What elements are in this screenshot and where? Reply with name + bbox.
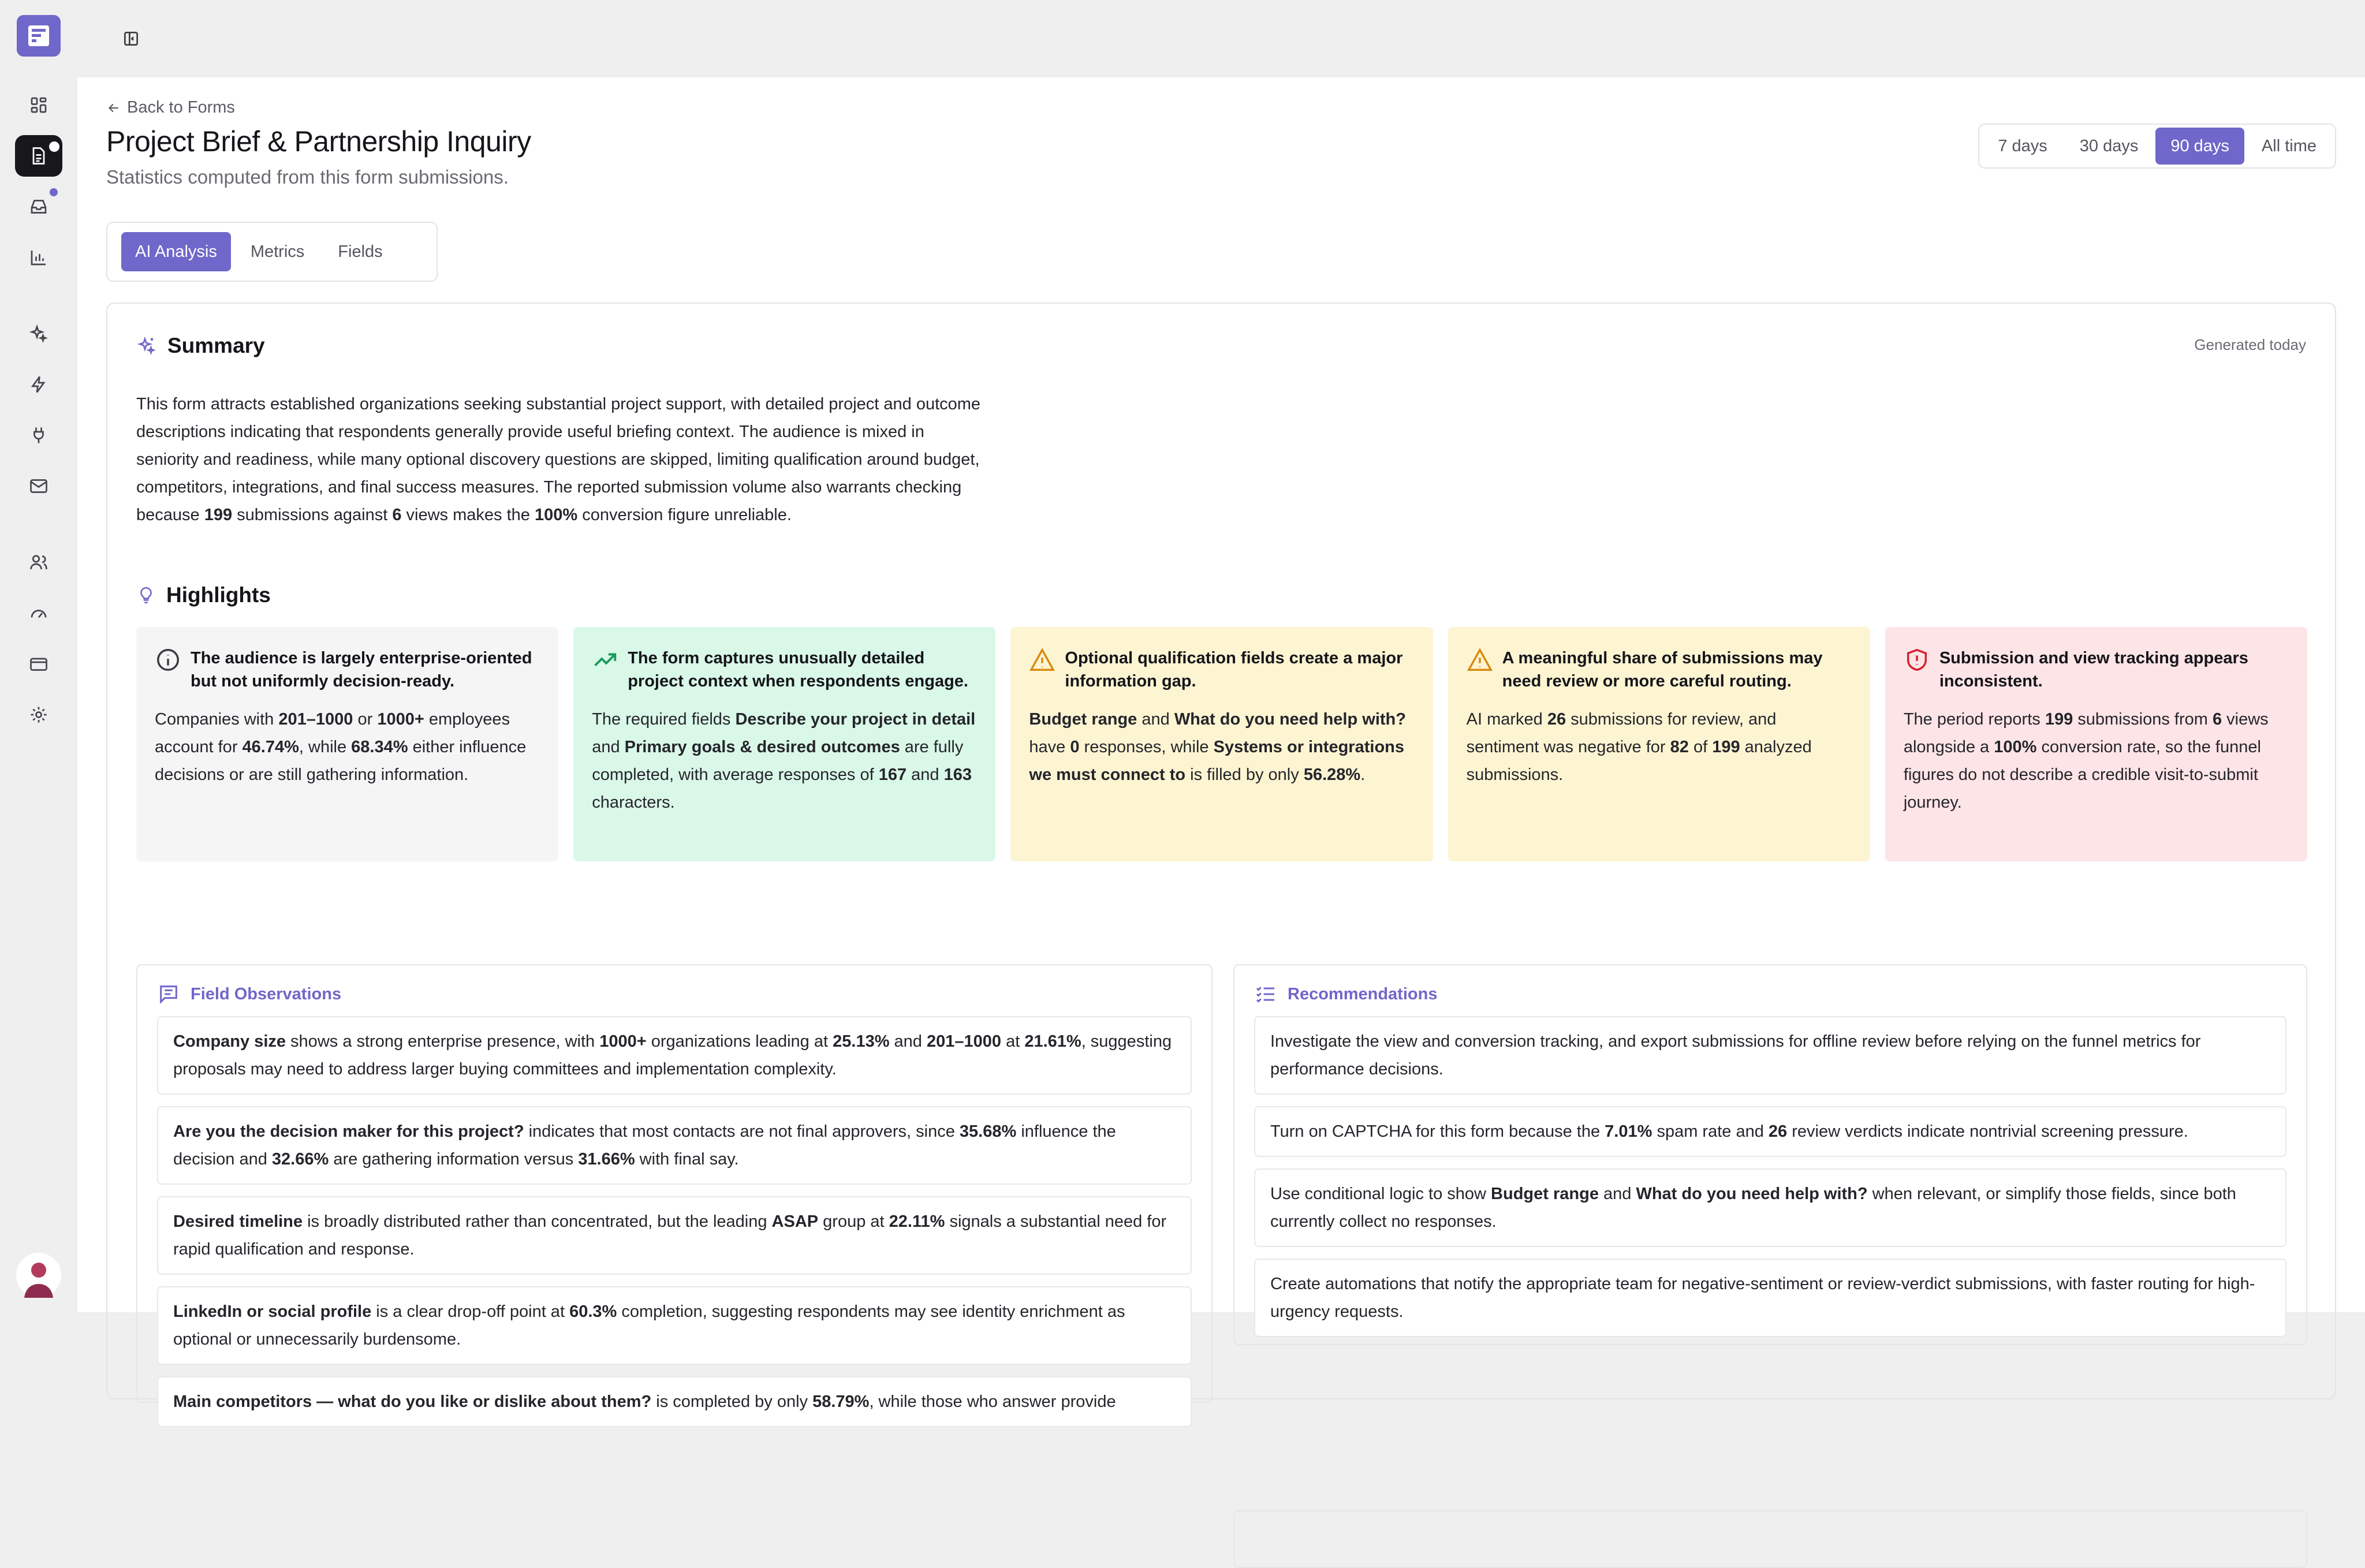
summary-title: Summary <box>167 334 265 357</box>
checklist-icon <box>1254 983 1277 1006</box>
highlight-card-body: The period reports 199 submissions from 6 views alongside a 100% conversion rate, so the funnel figures do not describe a credible visit-to-submit journey. <box>1903 710 2269 812</box>
highlight-card-title: Optional qualification fields create a major information gap. <box>1065 649 1403 690</box>
trending-up-icon <box>592 647 618 673</box>
notification-dot <box>47 140 61 154</box>
recommendation-item: Investigate the view and conversion tracking, and export submissions for offline review before relying on the funnel metrics for performance decisions. <box>1254 1016 2286 1095</box>
top-bar <box>77 0 2365 77</box>
recommendations-heading <box>1254 983 2286 1006</box>
highlight-card-body: Budget range and What do you need help with? have 0 responses, while Systems or integrations we must connect to is filled by only 56.28%. <box>1029 710 1406 784</box>
date-range-selector <box>1978 124 2336 169</box>
lightbulb-icon <box>136 585 156 605</box>
highlight-card-body: The required fields Describe your project in detail and Primary goals & desired outcomes are fully completed, with average responses of 167 and 163 characters. <box>592 710 976 812</box>
highlight-cards <box>136 627 2307 861</box>
sidebar <box>0 0 77 1312</box>
unread-dot <box>50 188 58 196</box>
highlight-card <box>573 627 995 861</box>
analytics-icon[interactable] <box>15 237 62 278</box>
ai-analysis-panel <box>106 303 2336 1411</box>
sparkles-icon <box>136 335 157 356</box>
sidebar-toggle-icon[interactable] <box>119 27 143 51</box>
highlight-card-header <box>1029 647 1414 693</box>
observation-item: Are you the decision maker for this project? indicates that most contacts are not final approvers, since 35.68% influence the decision and 32.66% are gathering information versus 31.66% with final say. <box>157 1106 1192 1185</box>
highlight-card-title: A meaningful share of submissions may need review or more careful routing. <box>1502 649 1823 690</box>
tab-metrics[interactable]: Metrics <box>250 242 305 261</box>
highlight-card-title: Submission and view tracking appears inconsistent. <box>1939 649 2248 690</box>
field-observations-heading <box>157 983 1192 1006</box>
recommendation-list <box>1254 1016 2286 1337</box>
highlight-card-header <box>1904 647 2289 693</box>
observation-item: Company size shows a strong enterprise presence, with 1000+ organizations leading at 25.13% and 201–1000 at 21.61%, suggesting proposals may need to address larger buying committees and implementation complexity. <box>157 1016 1192 1095</box>
highlight-card-title: The form captures unusually detailed project context when respondents engage. <box>628 649 968 690</box>
integrations-plug-icon[interactable] <box>15 415 62 456</box>
back-link-label: Back to Forms <box>127 98 235 117</box>
highlight-card-header <box>592 647 977 693</box>
info-icon <box>155 647 181 673</box>
message-square-icon <box>157 983 180 1006</box>
range-90-days[interactable]: 90 days <box>2155 128 2244 165</box>
highlight-card <box>1885 627 2307 861</box>
summary-heading <box>136 334 265 358</box>
warning-triangle-icon <box>1029 647 1055 673</box>
automation-icon[interactable] <box>15 364 62 405</box>
speed-gauge-icon[interactable] <box>15 592 62 634</box>
warning-triangle-icon <box>1467 647 1493 673</box>
highlights-heading <box>136 583 271 607</box>
highlight-card-header <box>1467 647 1852 693</box>
recommendation-item: Use conditional logic to show Budget range and What do you need help with? when relevant, or simplify those fields, since both currently collect no responses. <box>1254 1168 2286 1247</box>
shield-alert-icon <box>1904 647 1930 673</box>
observation-item: Desired timeline is broadly distributed rather than concentrated, but the leading ASAP group at 22.11% signals a substantial need for rapid qualification and response. <box>157 1196 1192 1275</box>
summary-text: This form attracts established organizations seeking substantial project support, with detailed project and outcome descriptions indicating that respondents generally provide useful briefing context. The audience is mixed in seniority and readiness, while many optional discovery questions are skipped, limiting qualification around budget, competitors, integrations, and final success measures. The reported submission volume also warrants checking because 199 submissions against 6 views makes the 100% conversion figure unreliable. <box>136 395 981 524</box>
dashboard-icon[interactable] <box>15 84 62 126</box>
analysis-tabs <box>106 222 438 282</box>
highlight-card <box>1448 627 1870 861</box>
observation-item: LinkedIn or social profile is a clear drop-off point at 60.3% completion, suggesting respondents may see identity enrichment as optional or unnecessarily burdensome. <box>157 1286 1192 1365</box>
tab-ai-analysis[interactable]: AI Analysis <box>121 232 231 271</box>
field-observations-card <box>136 964 1213 1411</box>
settings-gear-icon[interactable] <box>15 694 62 736</box>
highlight-card-body: AI marked 26 submissions for review, and sentiment was negative for 82 of 199 analyzed submissions. <box>1466 710 1812 784</box>
highlight-card-body: Companies with 201–1000 or 1000+ employees account for 46.74%, while 68.34% either influence decisions or are still gathering information. <box>155 710 527 784</box>
highlight-card-header <box>155 647 540 693</box>
range-30-days[interactable]: 30 days <box>2079 136 2139 155</box>
tab-fields[interactable]: Fields <box>338 242 383 261</box>
ai-sparkle-icon[interactable] <box>15 313 62 354</box>
page-title: Project Brief & Partnership Inquiry <box>106 125 531 158</box>
users-icon[interactable] <box>15 542 62 583</box>
recommendations-title: Recommendations <box>1288 984 1438 1003</box>
form-logo-icon[interactable] <box>17 15 61 57</box>
page-subtitle: Statistics computed from this form submissions. <box>106 166 509 188</box>
generated-timestamp: Generated today <box>2194 336 2306 353</box>
forms-icon[interactable] <box>15 135 62 177</box>
field-observations-title: Field Observations <box>191 984 342 1003</box>
main-content <box>77 77 2365 1411</box>
observation-list <box>157 1016 1192 1427</box>
highlight-card-title: The audience is largely enterprise-oriented but not uniformly decision-ready. <box>191 649 532 690</box>
highlights-title: Highlights <box>166 583 271 607</box>
arrow-left-icon <box>106 100 121 115</box>
additional-card <box>1233 1510 2307 1568</box>
highlight-card <box>136 627 558 861</box>
avatar[interactable] <box>16 1253 61 1298</box>
recommendation-item: Create automations that notify the appropriate team for negative-sentiment or review-verdict submissions, with faster routing for high-urgency requests. <box>1254 1259 2286 1337</box>
range-all-time[interactable]: All time <box>2261 136 2316 155</box>
email-icon[interactable] <box>15 465 62 507</box>
recommendations-card <box>1233 964 2307 1345</box>
back-to-forms-link[interactable] <box>106 98 235 117</box>
highlight-card <box>1010 627 1433 861</box>
billing-card-icon[interactable] <box>15 643 62 685</box>
inbox-icon[interactable] <box>15 186 62 227</box>
recommendation-item: Turn on CAPTCHA for this form because the 7.01% spam rate and 26 review verdicts indicate nontrivial screening pressure. <box>1254 1106 2286 1157</box>
range-7-days[interactable]: 7 days <box>1998 136 2047 155</box>
observation-item: Main competitors — what do you like or dislike about them? is completed by only 58.79%, while those who answer provide <box>157 1376 1192 1427</box>
